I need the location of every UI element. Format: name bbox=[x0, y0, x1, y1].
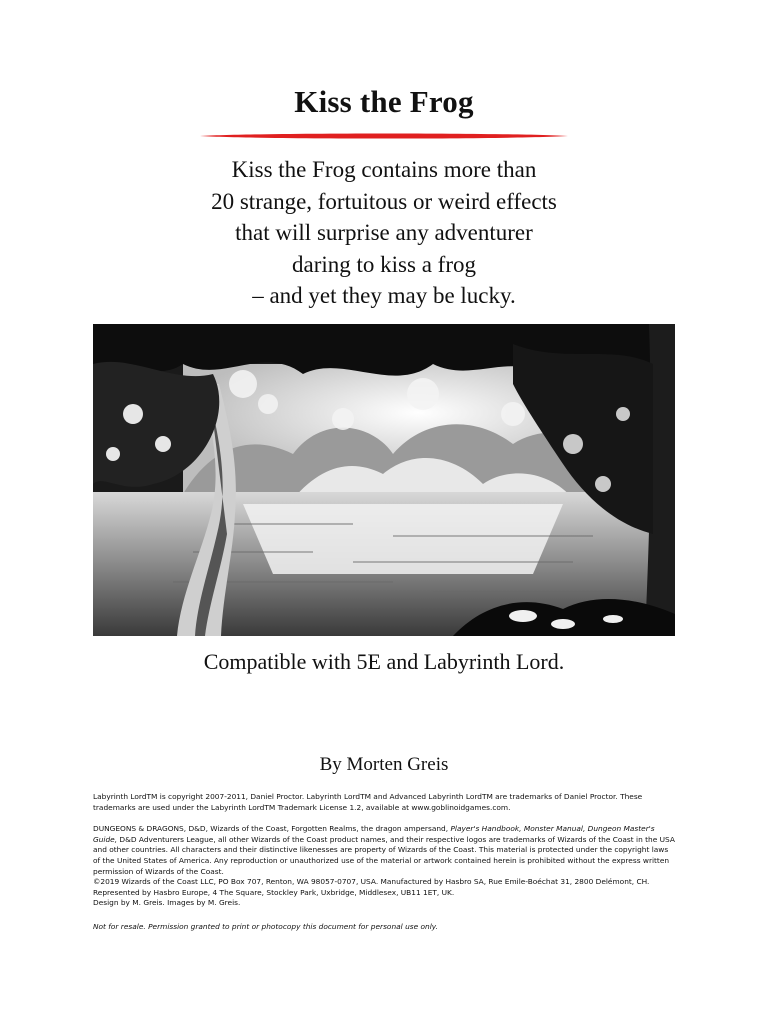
legal-text: DUNGEONS & DRAGONS, D&D, Wizards of the Coast, Forgotten Realms, the dragon ampersand, bbox=[93, 824, 451, 834]
blurb-line: 20 strange, fortuitous or weird effects bbox=[211, 188, 557, 214]
blurb-line: daring to kiss a frog bbox=[292, 251, 476, 277]
blurb bbox=[0, 154, 768, 312]
document-title: Kiss the Frog bbox=[294, 84, 474, 119]
legal-paragraph: ©2019 Wizards of the Coast LLC, PO Box 707, Renton, WA 98057-0707, USA. Manufactured by Hasbro SA, Rue Emile-Boéchat 31, 2800 Delémont, CH. Represented by Hasbro Europe, 4 The Square, Stockley Park, Uxbridge, Middlesex, UB11 1ET, UK. bbox=[93, 877, 650, 897]
legal-paragraph bbox=[93, 824, 675, 877]
legal-text: D&D Adventurers League, all other Wizards of the Coast product names, and their respective logos are trademarks of Wizards of the Coast in the USA and other countries. All characters and their distinctive likenesses are property of Wizards of the Coast. This material is protected under the copyright laws of the United States of America. Any reproduction or unauthorized use of the material or artwork contained herein is prohibited without the express written permission of Wizards of the Coast. bbox=[93, 834, 675, 876]
blurb-line: – and yet they may be lucky. bbox=[252, 283, 516, 308]
author-byline: By Morten Greis bbox=[319, 754, 449, 775]
legal-book-titles: Player's Handbook, Monster Manual, Dungeon Master's Guide, bbox=[93, 824, 655, 844]
blurb-line: that will surprise any adventurer bbox=[235, 220, 533, 245]
pond-photo-illustration bbox=[93, 324, 675, 636]
credits-line: Design by M. Greis. Images by M. Greis. bbox=[93, 898, 241, 908]
resale-note: Not for resale. Permission granted to print or photocopy this document for personal use only. bbox=[93, 921, 438, 931]
compatibility-line: Compatible with 5E and Labyrinth Lord. bbox=[203, 649, 565, 674]
title-underline bbox=[200, 132, 568, 140]
legal-notice bbox=[93, 792, 675, 933]
pond-photo bbox=[93, 324, 675, 636]
legal-paragraph: Labyrinth LordTM is copyright 2007-2011, Daniel Proctor. Labyrinth LordTM and Advanced Labyrinth LordTM are trademarks of Daniel Proctor. These trademarks are used under the Labyrinth LordTM Trademark License 1.2, available at www.goblinoidgames.com. bbox=[93, 792, 643, 812]
blurb-line: Kiss the Frog contains more than bbox=[231, 157, 537, 182]
